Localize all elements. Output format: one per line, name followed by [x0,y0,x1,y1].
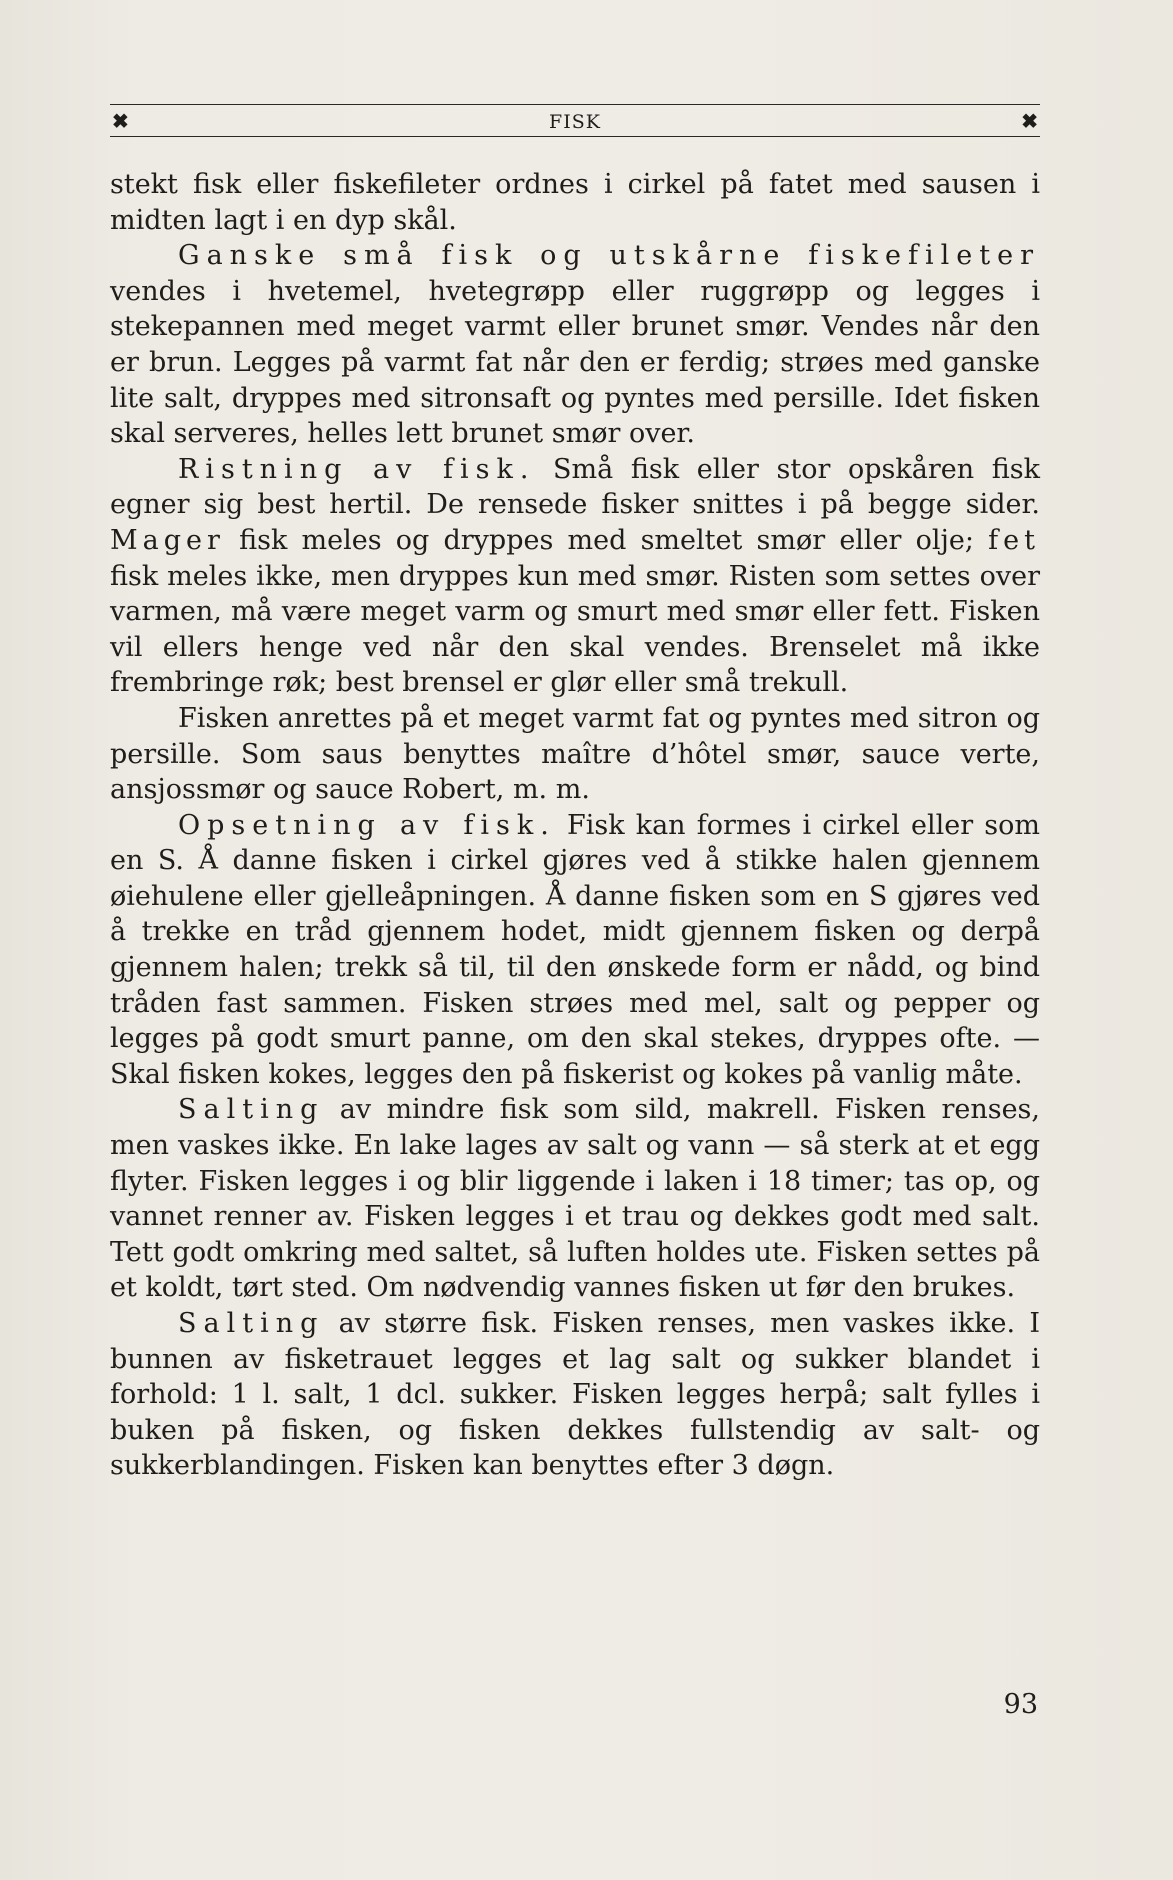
paragraph-serving [110,701,1040,808]
spaced-heading: Salting [178,1094,325,1126]
paragraph-text: vendes i hvetemel, hvetegrøpp eller ruggrøpp og legges i stekepannen med meget varmt eller brunet smør. Vendes når den er brun. Legges på varmt fat når den er ferdig; strøes med ganske lite salt, dryppes med sitronsaft og pyntes med persille. Idet fisken skal serveres, helles lett brunet smør over. [110,275,1040,450]
running-title: FISK [549,111,601,133]
paragraph-salting-large-fish [110,1306,1040,1484]
ornament-left-icon: ✖ [112,109,129,133]
spaced-heading: Opsetning av fisk. [178,809,556,841]
running-header [110,96,1040,136]
paragraph-salting-small-fish [110,1092,1040,1306]
header-rule-top [110,104,1040,105]
paragraph-shaping-fish [110,808,1040,1093]
spaced-emphasis-fat: fet [988,524,1040,556]
paragraph-text: fisk meles ikke, men dryppes kun med smør. Risten som settes over varmen, må være meget varm og smurt med smør eller fett. Fisken vil ellers henge ved når den skal vendes. Brenselet må ikke frembringe røk; best brensel er glør eller små trekull. [110,560,1040,699]
paragraph-grilling-fish [110,452,1040,701]
body-text [110,167,1040,1484]
paragraph-text: fisk meles og dryppes med smeltet smør eller olje; [224,524,989,556]
paragraph-text: av mindre fisk som sild, makrell. Fisken renses, men vaskes ikke. En lake lages av salt og vann — så sterk at et egg flyter. Fisken legges i og blir liggende i laken i 18 timer; tas op, og vannet renner av. Fisken legges i et trau og dekkes godt med salt. Tett godt omkring med saltet, så luften holdes ute. Fisken settes på et koldt, tørt sted. Om nødvendig vannes fisken ut før den brukes. [110,1094,1040,1304]
spaced-emphasis-lean: Mager [110,524,225,556]
spaced-heading: Ristning av fisk. [178,453,536,485]
ornament-right-icon: ✖ [1021,109,1038,133]
paragraph-text: av større fisk. Fisken renses, men vaskes ikke. I bunnen av fisketrauet legges et lag salt og sukker blandet i forhold: 1 l. salt, 1 dcl. sukker. Fisken legges herpå; salt fylles i buken på fisken, og fisken dekkes fullstendig av salt- og sukkerblandingen. Fisken kan benyttes efter 3 døgn. [110,1308,1040,1482]
spaced-heading: Salting [178,1308,325,1339]
paragraph-text: Fisk kan formes i cirkel eller som en S. Å danne fisken i cirkel gjøres ved å stikke halen gjennem øiehulene eller gjelleåpningen. Å danne fisken som en S gjøres ved å trekke en tråd gjennem hodet, midt gjennem fisken og derpå gjennem halen; trekk så til, til den ønskede form er nådd, og bind tråden fast sammen. Fisken strøes med mel, salt og pepper og legges på godt smurt panne, om den skal stekes, dryppes ofte. — Skal fisken kokes, legges den på fiskerist og kokes på vanlig måte. [110,809,1040,1090]
paragraph-small-fish-fillets [110,238,1040,452]
paragraph-continuation [110,167,1040,238]
header-rule-bottom [110,136,1040,137]
paragraph-text: Små fisk eller stor opskåren fisk egner sig best hertil. De rensede fisker snittes i på begge sider. [110,453,1040,521]
paragraph-text: stekt fisk eller fiskefileter ordnes i cirkel på fatet med sausen i midten lagt i en dyp skål. [110,169,1040,236]
spaced-heading: Ganske små fisk og utskårne fiskefileter [178,240,1040,272]
page-number: 93 [1003,1689,1038,1720]
paragraph-text: Fisken anrettes på et meget varmt fat og pyntes med sitron og persille. Som saus benyttes maître d’hôtel smør, sauce verte, ansjossmør og sauce Robert, m. m. [110,702,1040,806]
